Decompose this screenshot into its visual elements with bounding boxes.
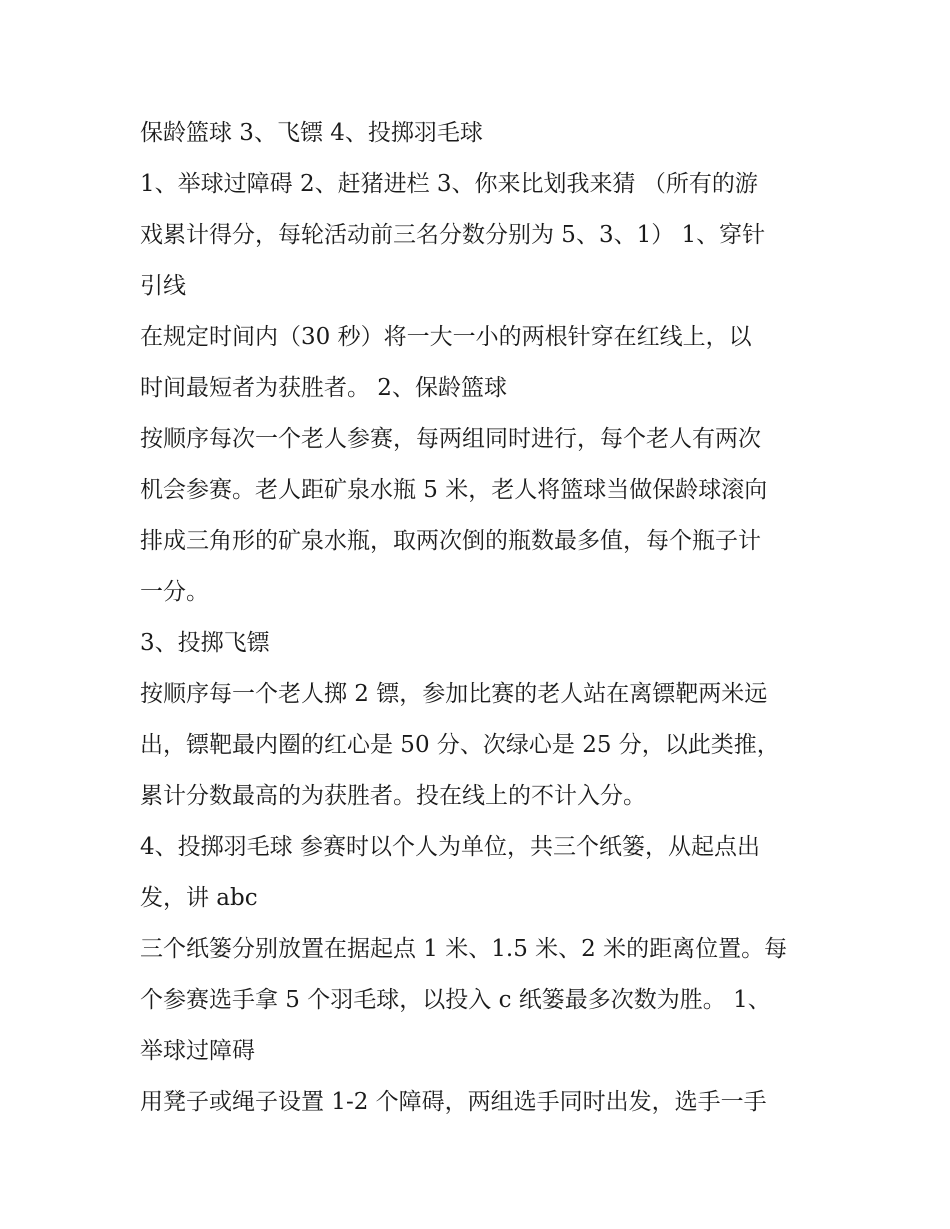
text-line: 在规定时间内（30 秒）将一大一小的两根针穿在红线上，以 <box>140 324 752 350</box>
document-body <box>140 108 820 1128</box>
text-line: 累计分数最高的为获胜者。投在线上的不计入分。 <box>140 783 646 809</box>
text-line: 用凳子或绳子设置 1-2 个障碍，两组选手同时出发，选手一手 <box>140 1089 767 1115</box>
text-line: 排成三角形的矿泉水瓶，取两次倒的瓶数最多值，每个瓶子计 <box>140 528 761 554</box>
text-line: 保龄篮球 3、飞镖 4、投掷羽毛球 <box>140 120 483 146</box>
text-line: 三个纸篓分别放置在据起点 1 米、1.5 米、2 米的距离位置。每 <box>140 936 788 962</box>
text-line: 发，讲 abc <box>140 885 258 911</box>
text-line: 4、投掷羽毛球 参赛时以个人为单位，共三个纸篓，从起点出 <box>140 834 760 860</box>
text-line: 时间最短者为获胜者。 2、保龄篮球 <box>140 375 507 401</box>
text-line: 一分。 <box>140 579 209 605</box>
text-line: 按顺序每一个老人掷 2 镖，参加比赛的老人站在离镖靶两米远 <box>140 681 768 707</box>
text-line: 出，镖靶最内圈的红心是 50 分、次绿心是 25 分，以此类推， <box>140 732 780 758</box>
text-line: 按顺序每次一个老人参赛，每两组同时进行，每个老人有两次 <box>140 426 761 452</box>
text-line: 引线 <box>140 273 186 299</box>
text-line: 机会参赛。老人距矿泉水瓶 5 米，老人将篮球当做保龄球滚向 <box>140 477 768 503</box>
text-line: 举球过障碍 <box>140 1038 255 1064</box>
text-line: 戏累计得分，每轮活动前三名分数分别为 5、3、1） 1、穿针 <box>140 222 766 248</box>
text-line: 个参赛选手拿 5 个羽毛球，以投入 c 纸篓最多次数为胜。 1、 <box>140 987 771 1013</box>
text-line: 3、投掷飞镖 <box>140 630 270 656</box>
text-line: 1、举球过障碍 2、赶猪进栏 3、你来比划我来猜 （所有的游 <box>140 171 758 197</box>
